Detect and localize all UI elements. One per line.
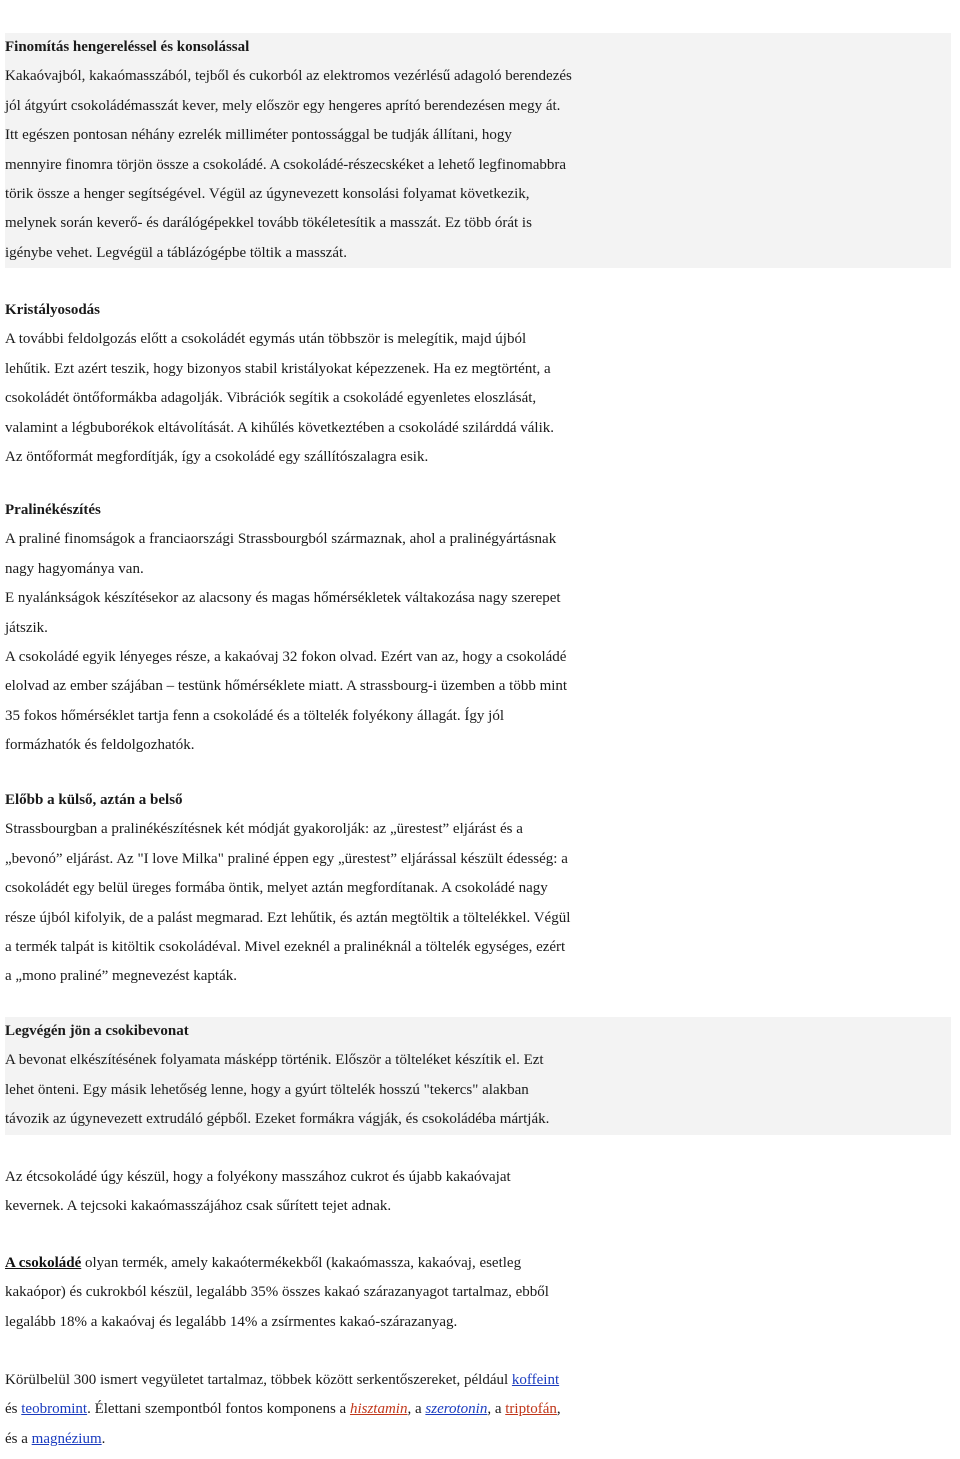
paragraph-line xyxy=(5,1249,955,1278)
paragraph-line xyxy=(5,1366,955,1395)
paragraph-line: része újból kifolyik, de a palást megmarad. Ezt lehűtik, és aztán megtöltik a töltelékkel. Végül xyxy=(5,909,571,926)
paragraph-line: 35 fokos hőmérséklet tartja fenn a csokoládé és a töltelék folyékony állagát. Így jól xyxy=(5,707,505,724)
paragraph-line: kevernek. A tejcsoki kakaómasszájához csak sűrített tejet adnak. xyxy=(5,1198,392,1215)
section-elobb-a-kulso xyxy=(5,786,955,992)
paragraph-line: Strassbourgban a pralinékészítésnek két módját gyakorolják: az „ürestest” eljárást és a xyxy=(5,821,523,838)
paragraph-text: , xyxy=(556,1401,561,1418)
paragraph-line: formázhatók és feldolgozhatók. xyxy=(5,737,195,754)
paragraph-line: melynek során keverő- és darálógépekkel tovább tökéletesítik a masszát. Ez több órát is xyxy=(5,215,532,232)
paragraph-line: Az étcsokoládé úgy készül, hogy a folyékony masszához cukrot és újabb kakaóvajat xyxy=(5,1169,511,1185)
paragraph-text: és a xyxy=(5,1430,32,1447)
paragraph-text: , a xyxy=(487,1401,506,1418)
paragraph-line: A további feldolgozás előtt a csokoládét egymás után többször is melegítik, majd újból xyxy=(5,331,527,348)
paragraph-line: lehet önteni. Egy másik lehetőség lenne, hogy a gyúrt töltelék hosszú "tekercs" alakban xyxy=(5,1081,529,1098)
paragraph-line: a „mono praliné” megnevezést kapták. xyxy=(5,968,237,985)
paragraph-line: kakaópor) és cukrokból készül, legalább 35% összes kakaó szárazanyagot tartalmaz, ebből xyxy=(5,1284,549,1301)
section-pralinekeszites xyxy=(5,496,955,761)
paragraph-text: , a xyxy=(407,1401,426,1418)
section-finomitas xyxy=(5,33,955,268)
paragraph-line: játszik. xyxy=(5,619,48,636)
paragraph-line xyxy=(5,1395,955,1424)
paragraph-line: csokoládét egy belül üreges formába öntik, melyet aztán megfordítanak. A csokoládé nagy xyxy=(5,880,548,897)
section-title: Előbb a külső, aztán a belső xyxy=(5,792,183,808)
section-title: Finomítás hengereléssel és konsolással xyxy=(5,39,250,55)
triptofan-link[interactable]: triptofán xyxy=(505,1401,557,1418)
paragraph-line: A bevonat elkészítésének folyamata másképp történik. Először a tölteléket készítik el. Ezt xyxy=(5,1052,544,1069)
section-csokibevonat xyxy=(5,1017,955,1135)
paragraph-line: Itt egészen pontosan néhány ezrelék milliméter pontossággal be tudják állítani, hogy xyxy=(5,127,512,144)
paragraph-text: olyan termék, amely kakaótermékekből (kakaómassza, kakaóvaj, esetleg xyxy=(81,1255,522,1271)
paragraph-line xyxy=(5,1425,955,1454)
paragraph-line: csokoládét öntőformákba adagolják. Vibrációk segítik a csokoládé egyenletes eloszlását, xyxy=(5,390,537,407)
paragraph-text: . Élettani szempontból fontos komponens a xyxy=(87,1401,350,1418)
paragraph-line: távozik az úgynevezett extrudáló gépből. Ezeket formákra vágják, és csokoládéba mártják. xyxy=(5,1111,550,1128)
paragraph-line: nagy hagyománya van. xyxy=(5,560,144,577)
section-title: Legvégén jön a csokibevonat xyxy=(5,1023,189,1039)
paragraph-line: törik össze a henger segítségével. Végül az úgynevezett konsolási folyamat következik, xyxy=(5,185,530,202)
hisztamin-link[interactable]: hisztamin xyxy=(349,1401,408,1418)
paragraph-text: . xyxy=(101,1430,106,1447)
paragraph-line: A praliné finomságok a franciaországi Strassbourgból származnak, ahol a pralinégyártásnak xyxy=(5,531,557,548)
section-title: Kristályosodás xyxy=(5,302,101,318)
paragraph-text: és xyxy=(5,1401,22,1418)
paragraph-line: legalább 18% a kakaóvaj és legalább 14% a zsírmentes kakaó-szárazanyag. xyxy=(5,1313,458,1330)
magnezium-link[interactable]: magnézium xyxy=(31,1430,102,1447)
paragraph-line: Az öntőformát megfordítják, így a csokoládé egy szállítószalagra esik. xyxy=(5,448,429,465)
paragraph-line: igénybe vehet. Legvégül a táblázógépbe töltik a masszát. xyxy=(5,244,347,261)
section-definicio xyxy=(5,1249,955,1337)
paragraph-line: mennyire finomra törjön össze a csokoládé. A csokoládé-részecskéket a lehető legfinomabbra xyxy=(5,156,567,173)
section-vegyuletek xyxy=(5,1366,955,1454)
paragraph-line: elolvad az ember szájában – testünk hőmérséklete miatt. A strassbourg-i üzemben a több mint xyxy=(5,678,568,695)
paragraph-line: E nyalánkságok készítésekor az alacsony és magas hőmérsékletek váltakozása nagy szerepet xyxy=(5,590,561,607)
section-kristalyosodas xyxy=(5,296,955,502)
paragraph-line: „bevonó” eljárást. Az "I love Milka" praliné éppen egy „ürestest” eljárással készült édesség: a xyxy=(5,850,568,867)
szerotonin-link[interactable]: szerotonin xyxy=(425,1401,488,1418)
paragraph-line: valamint a légbuborékok eltávolítását. A kihűlés következtében a csokoládé szilárddá válik. xyxy=(5,419,554,436)
paragraph-line: a termék talpát is kitöltik csokoládéval. Mivel ezeknél a pralinéknál a töltelék egységes, ezért xyxy=(5,938,566,955)
paragraph-line: A csokoládé egyik lényeges része, a kakaóvaj 32 fokon olvad. Ezért van az, hogy a csokoládé xyxy=(5,648,567,665)
teobromin-link[interactable]: teobromint xyxy=(21,1401,88,1418)
paragraph-text: Körülbelül 300 ismert vegyületet tartalmaz, többek között serkentőszereket, például xyxy=(5,1372,512,1388)
csokolade-link[interactable]: A csokoládé xyxy=(5,1255,82,1271)
paragraph-line: jól átgyúrt csokoládémasszát kever, mely először egy hengeres aprító berendezésen megy át. xyxy=(5,97,561,114)
koffein-link[interactable]: koffeint xyxy=(511,1372,560,1388)
paragraph-line: lehűtik. Ezt azért teszik, hogy bizonyos stabil kristályokat képezzenek. Ha ez megtörtént, a xyxy=(5,360,551,377)
section-etcsokolade xyxy=(5,1163,955,1222)
paragraph-line: Kakaóvajból, kakaómasszából, tejből és cukorból az elektromos vezérlésű adagoló berendezés xyxy=(5,68,572,85)
section-title: Pralinékészítés xyxy=(5,502,101,518)
